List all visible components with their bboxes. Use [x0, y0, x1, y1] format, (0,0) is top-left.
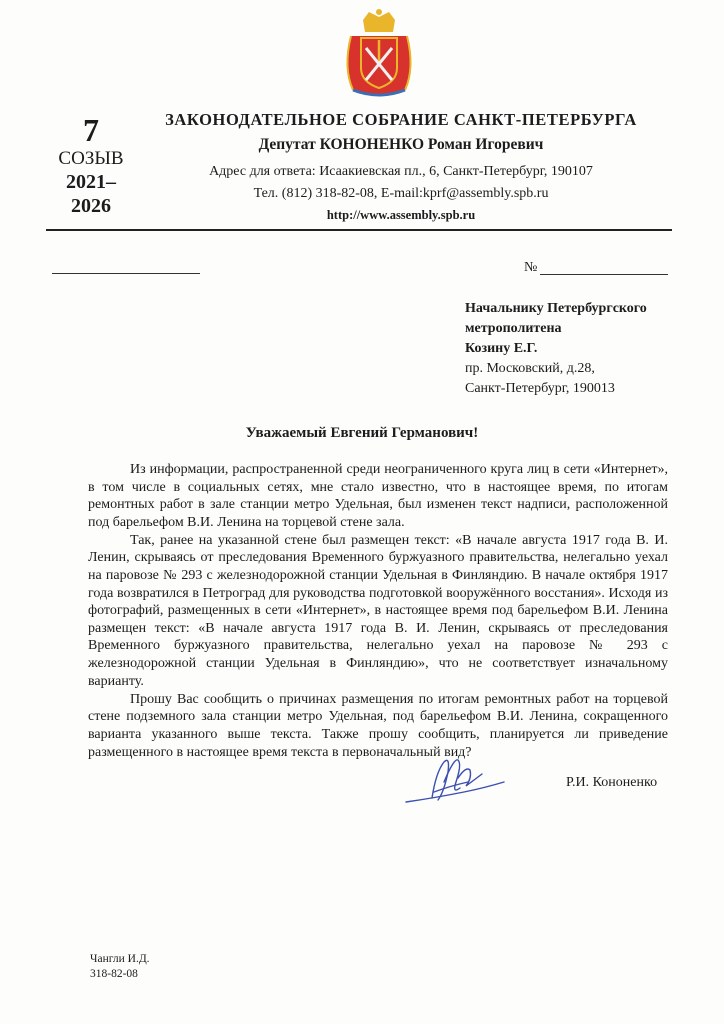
- executor-info: [90, 952, 150, 982]
- recipient-city: Санкт-Петербург, 190013: [465, 381, 615, 396]
- body-paragraph-2: Так, ранее на указанной стене был размещен текст: «В начале августа 1917 года В. И. Ленин, скрываясь от преследования Временного буржуазного правительства, нелегально уехал на паровозе № 293 с железнодорожной станции Удельная в Финляндию. В начале октября 1917 года возвратился в Петроград для руководства подготовкой вооружённого восстания». Исходя из фотографий, размещенных в сети «Интернет», в настоящее время под барельефом В.И. Ленина размещен текст: «В начале августа 1917 года В. И. Ленин, скрываясь от преследования Временного буржуазного правительства, нелегально уехал на паровозе № 293 с железнодорожной станции Удельная в Финляндию», что не соответствует изначальному варианту.: [88, 532, 668, 689]
- recipient-title: Начальнику Петербургского: [465, 301, 647, 316]
- deputy-name: Депутат КОНОНЕНКО Роман Игоревич: [258, 136, 544, 153]
- handwritten-signature: [404, 752, 508, 812]
- convocation-number: 7: [83, 112, 99, 148]
- registration-number-blank-line: [540, 274, 668, 275]
- date-blank-line: [52, 273, 200, 274]
- convocation-label: СОЗЫВ: [58, 148, 124, 169]
- body-paragraph-3: Прошу Вас сообщить о причинах размещения по итогам ремонтных работ на торцевой стене подземного зала станции метро Удельная, под барельефом В.И. Ленина, сокращенного варианта указанного выше текста. Также прошу сообщить, планируется ли приведение размещенного в настоящее время текста в первоначальный вид?: [88, 691, 668, 760]
- header-divider: [46, 229, 672, 231]
- recipient-street: пр. Московский, д.28,: [465, 361, 595, 376]
- executor-phone: 318-82-08: [90, 968, 138, 980]
- recipient-block: [465, 299, 647, 399]
- letter-body: [88, 461, 668, 762]
- convocation-years-end: 2026: [71, 195, 111, 217]
- recipient-name: Козину Е.Г.: [465, 341, 538, 356]
- registration-number-label: №: [524, 260, 538, 275]
- organization-name: ЗАКОНОДАТЕЛЬНОЕ СОБРАНИЕ САНКТ-ПЕТЕРБУРГА: [165, 110, 637, 129]
- reply-address: Адрес для ответа: Исаакиевская пл., 6, Санкт-Петербург, 190107: [209, 164, 593, 179]
- recipient-organization: метрополитена: [465, 321, 562, 336]
- salutation: Уважаемый Евгений Германович!: [245, 425, 479, 441]
- executor-name: Чангли И.Д.: [90, 953, 150, 965]
- signer-name: Р.И. Кононенко: [566, 775, 658, 790]
- contact-info: Тел. (812) 318-82-08, E-mail:kprf@assembly.spb.ru: [253, 186, 549, 201]
- body-paragraph-1: Из информации, распространенной среди неограниченного круга лиц в сети «Интернет», в том числе в социальных сетях, мне стало известно, что в настоящее время, по итогам ремонтных работ в зале станции метро Удельная, был изменен текст надписи, расположенной под барельефом В.И. Ленина на торцевой стене зала.: [88, 462, 668, 530]
- coat-of-arms-emblem: [333, 8, 425, 98]
- convocation-years-start: 2021–: [66, 171, 116, 193]
- website-url: http://www.assembly.spb.ru: [326, 208, 476, 222]
